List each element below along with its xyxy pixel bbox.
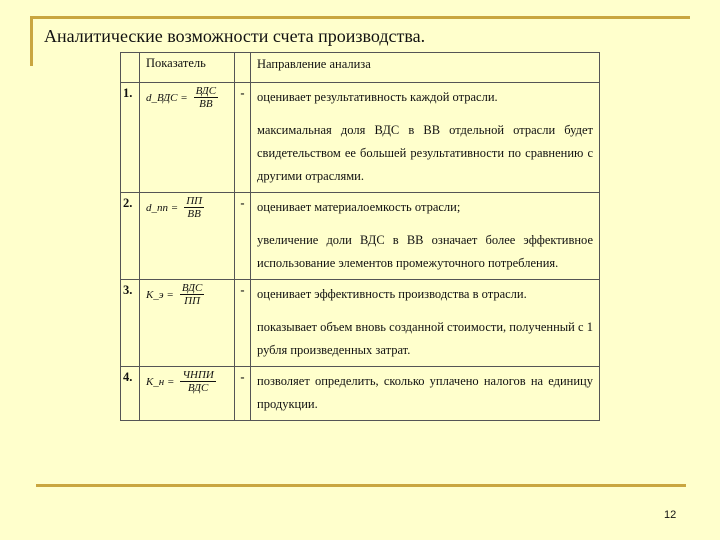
formula: d_ВДС = ВДС ВВ [146, 85, 217, 110]
analysis-table [120, 52, 600, 421]
left-border-line [30, 16, 33, 66]
formula: d_пп = ПП ВВ [146, 195, 203, 220]
row-number: 1. [121, 83, 140, 193]
table-header-row [121, 53, 600, 83]
header-indicator: Показатель [140, 53, 235, 83]
formula: К_н = ЧНПИ ВДС [146, 369, 214, 394]
row-number: 3. [121, 280, 140, 367]
row-number: 4. [121, 367, 140, 421]
table-row: 3. К_э = ВДС ПП - оценивает эффективность производства в отрасли. показывает объем вновь созданной стоимости, полученный с 1 рубля произведенных затрат. [121, 280, 600, 367]
table-row: 2. d_пп = ПП ВВ - оценивает материалоемкость отрасли; увеличение доли ВДС в ВВ означает более эффективное использование элементов промежуточного потребления. [121, 193, 600, 280]
row-number: 2. [121, 193, 140, 280]
table-row: 1. d_ВДС = ВДС ВВ - оценивает результативность каждой отрасли. максимальная доля ВДС в ВВ отдельной отрасли будет свидетельством ее большей результативности по сравнению с другими отраслями. [121, 83, 600, 193]
table-row: 4. К_н = ЧНПИ ВДС - позволяет определить, сколько уплачено налогов на единицу продукции. [121, 367, 600, 421]
slide-title: Аналитические возможности счета производства. [44, 26, 426, 46]
page-number: 12 [664, 509, 677, 521]
top-border-line [30, 16, 690, 19]
formula: К_э = ВДС ПП [146, 282, 203, 307]
bottom-border-line [36, 484, 686, 487]
header-direction: Направление анализа [251, 53, 600, 83]
